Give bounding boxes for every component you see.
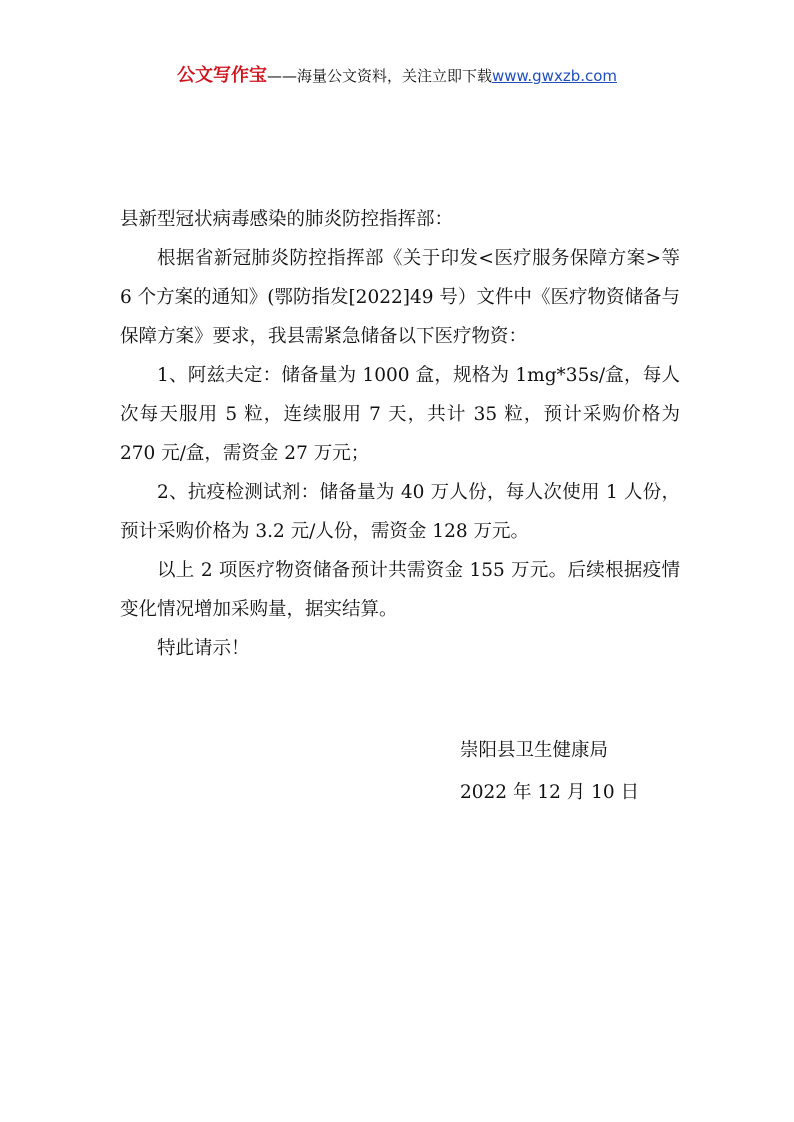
signature-organization: 崇阳县卫生健康局 bbox=[460, 740, 609, 761]
header-tagline: ——海量公文资料，关注立即下载 bbox=[266, 67, 492, 85]
paragraph-closing: 特此请示！ bbox=[157, 638, 250, 659]
paragraph-summary: 以上 2 项医疗物资储备预计共需资金 155 万元。后续根据疫情变化情况增加采购量，据实结算。 bbox=[120, 560, 680, 620]
signature-block bbox=[460, 730, 639, 814]
signature-date: 2022 年 12 月 10 日 bbox=[460, 782, 640, 803]
brand-name: 公文写作宝 bbox=[176, 65, 267, 86]
site-link[interactable]: www.gwxzb.com bbox=[491, 67, 618, 85]
page-header bbox=[0, 64, 794, 88]
addressee: 县新型冠状病毒感染的肺炎防控指挥部： bbox=[120, 209, 454, 230]
document-body bbox=[120, 200, 680, 668]
paragraph-item-2: 2、抗疫检测试剂：储备量为 40 万人份，每人次使用 1 人份，预计采购价格为 3.2 元/人份，需资金 128 万元。 bbox=[120, 482, 680, 542]
paragraph-item-1: 1、阿兹夫定：储备量为 1000 盒，规格为 1mg*35s/盒，每人次每天服用 5 粒，连续服用 7 天，共计 35 粒，预计采购价格为 270 元/盒，需资金 27 万元； bbox=[120, 365, 680, 464]
paragraph-intro: 根据省新冠肺炎防控指挥部《关于印发<医疗服务保障方案>等 6 个方案的通知》(鄂防指发[2022]49 号）文件中《医疗物资储备与保障方案》要求，我县需紧急储备以下医疗物资： bbox=[120, 248, 680, 347]
